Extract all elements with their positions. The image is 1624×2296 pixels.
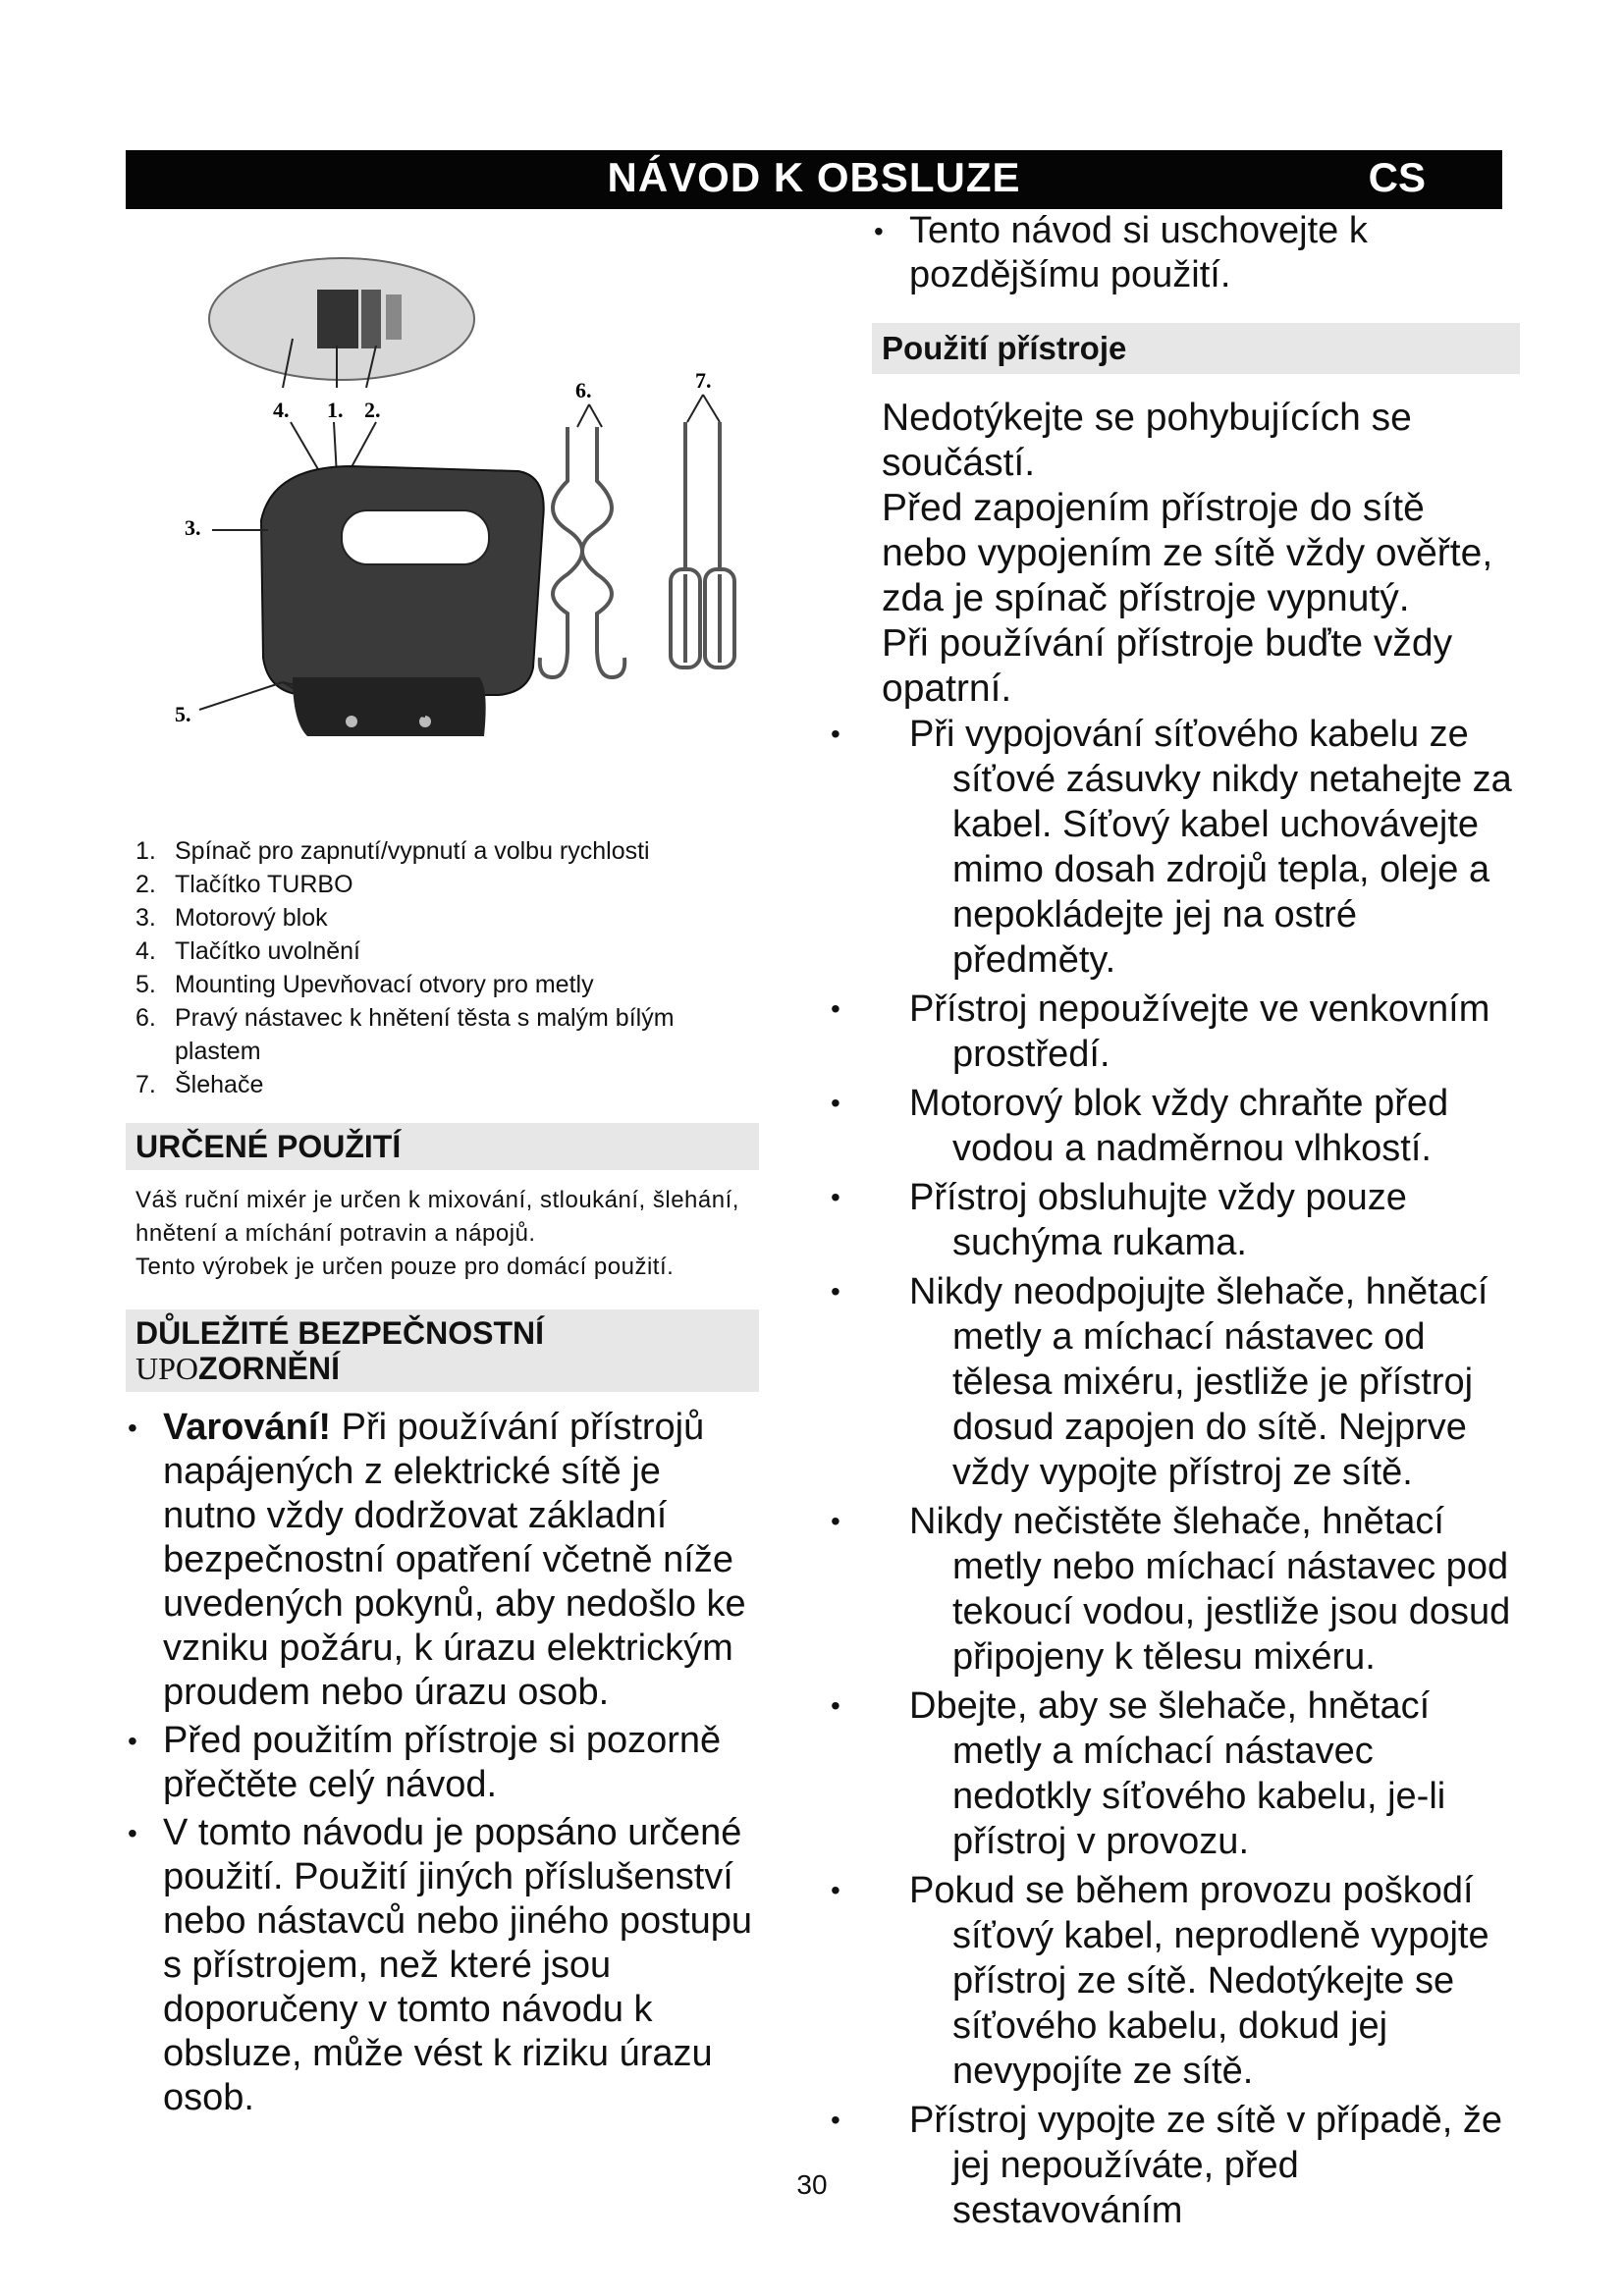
parts-list-item — [135, 968, 759, 1001]
callout-1: 1. — [327, 398, 344, 422]
safety-heading-serif-part: UPO — [135, 1351, 199, 1386]
right-column — [872, 209, 1520, 2237]
safety-heading-line2 — [135, 1351, 749, 1386]
callout-7: 7. — [695, 368, 712, 393]
parts-list-item — [135, 834, 759, 868]
header-bar — [126, 150, 1502, 209]
use-safety-item: • Nikdy neodpojujte šlehače, hnětací metly a míchací nástavec od tělesa mixéru, jestliže je přístroj dosud zapojen do sítě. Nejprve vždy vypojte přístroj ze sítě. — [872, 1269, 1520, 1495]
use-safety-list — [872, 712, 1520, 2233]
use-paragraph-1: Nedotýkejte se pohybujících se součástí. — [882, 397, 1412, 484]
safety-list — [126, 1406, 759, 2120]
use-paragraph-2: Před zapojením přístroje do sítě nebo vypojením ze sítě vždy ověřte, zda je spínač přístroje vypnutý. — [882, 487, 1493, 619]
part-number: 4. — [135, 937, 156, 965]
safety-heading — [126, 1309, 759, 1392]
motor-block-graphic — [261, 466, 544, 695]
callout-2: 2. — [364, 398, 381, 422]
page-number: 30 — [796, 2169, 828, 2200]
beaters-graphic — [671, 422, 734, 667]
use-safety-item: • Při vypojování síťového kabelu ze síťové zásuvky nikdy netahejte za kabel. Síťový kabel uchovávejte mimo dosah zdrojů tepla, oleje a nepokládejte jej na ostré předměty. — [872, 712, 1520, 983]
part-label: Spínač pro zapnutí/vypnutí a volbu rychlosti — [175, 837, 650, 865]
use-safety-item: • Nikdy nečistěte šlehače, hnětací metly nebo míchací nástavec pod tekoucí vodou, jestliže jsou dosud připojeny k tělesu mixéru. — [872, 1499, 1520, 1680]
use-paragraph-3: Při používání přístroje buďte vždy opatrní. — [882, 622, 1453, 710]
warning-label: Varování! — [163, 1407, 332, 1448]
dough-hooks-graphic — [540, 427, 624, 677]
part-number: 5. — [135, 971, 156, 998]
safety-item-text: Před použitím přístroje si pozorně přečtěte celý návod. — [163, 1720, 722, 1805]
parts-list — [126, 834, 759, 1101]
safety-item — [126, 1406, 759, 1715]
part-number: 6. — [135, 1004, 156, 1032]
part-label: Pravý nástavec k hnětení těsta s malým bílým plastem — [175, 1004, 675, 1065]
callout-4: 4. — [273, 398, 290, 422]
part-number: 3. — [135, 904, 156, 932]
intro-list — [872, 209, 1520, 297]
callout-6: 6. — [575, 378, 592, 402]
parts-list-item — [135, 868, 759, 901]
part-label: Motorový blok — [175, 904, 328, 932]
handle-opening — [342, 510, 489, 564]
parts-list-item — [135, 901, 759, 934]
domestic-use-text: Tento výrobek je určen pouze pro domácí použití. — [135, 1254, 675, 1280]
use-safety-item: • Pokud se během provozu poškodí síťový kabel, neprodleně vypojte přístroj ze sítě. Nedotýkejte se síťového kabelu, dokud jej nevypojíte ze sítě. — [872, 1868, 1520, 2094]
safety-item — [126, 1719, 759, 1807]
part-number: 7. — [135, 1071, 156, 1098]
intended-use-heading: URČENÉ POUŽITÍ — [126, 1123, 759, 1170]
mounting-holes-base — [293, 677, 486, 736]
use-safety-item: • Přístroj vypojte ze sítě v případě, že jej nepoužíváte, před sestavováním — [872, 2098, 1520, 2233]
callout-3: 3. — [185, 515, 201, 540]
part-label: Šlehače — [175, 1071, 264, 1098]
use-heading: Použití přístroje — [872, 323, 1520, 374]
use-safety-item: • Motorový blok vždy chraňte před vodou a nadměrnou vlhkostí. — [872, 1081, 1520, 1171]
use-safety-item: • Dbejte, aby se šlehače, hnětací metly a míchací nástavec nedotkly síťového kabelu, je-li přístroj v provozu. — [872, 1683, 1520, 1864]
safety-item-text: V tomto návodu je popsáno určené použití. Použití jiných příslušenství nebo nástavců nebo jiného postupu s přístrojem, než které jsou doporučeny v tomto návodu k obsluze, může vést k riziku úrazu osob. — [163, 1812, 753, 2118]
callout-5: 5. — [175, 702, 191, 726]
parts-list-item — [135, 934, 759, 968]
language-code: CS — [1368, 154, 1426, 200]
part-label: Tlačítko TURBO — [175, 871, 353, 898]
intended-use-text: Váš ruční mixér je určen k mixování, stloukání, šlehání, hnětení a míchání potravin a nápojů. — [135, 1187, 739, 1247]
product-illustration — [145, 226, 774, 775]
part-number: 2. — [135, 871, 156, 898]
hand-mixer-drawing — [145, 226, 774, 775]
use-safety-item: • Přístroj obsluhujte vždy pouze suchýma rukama. — [872, 1175, 1520, 1265]
use-safety-item: • Přístroj nepoužívejte ve venkovním prostředí. — [872, 987, 1520, 1077]
parts-list-item — [135, 1068, 759, 1101]
safety-heading-line1: DŮLEŽITÉ BEZPEČNOSTNÍ — [135, 1315, 545, 1351]
speed-switch-graphic — [317, 290, 358, 348]
parts-list-item — [135, 1001, 759, 1068]
part-label: Mounting Upevňovací otvory pro metly — [175, 971, 594, 998]
intro-item: • Tento návod si uschovejte k pozdějšímu použití. — [872, 209, 1520, 297]
part-label: Tlačítko uvolnění — [175, 937, 360, 965]
left-column — [126, 226, 759, 2124]
page-title: NÁVOD K OBSLUZE — [607, 154, 1021, 200]
safety-item — [126, 1811, 759, 2120]
part-number: 1. — [135, 837, 156, 865]
safety-heading-bold-part: ZORNĚNÍ — [198, 1351, 341, 1386]
safety-item-text: Při používání přístrojů napájených z elektrické sítě je nutno vždy dodržovat základní bezpečnostní opatření včetně níže uvedených pokynů, aby nedošlo ke vzniku požáru, k úrazu elektrickým proudem nebo úrazu osob. — [163, 1407, 746, 1713]
